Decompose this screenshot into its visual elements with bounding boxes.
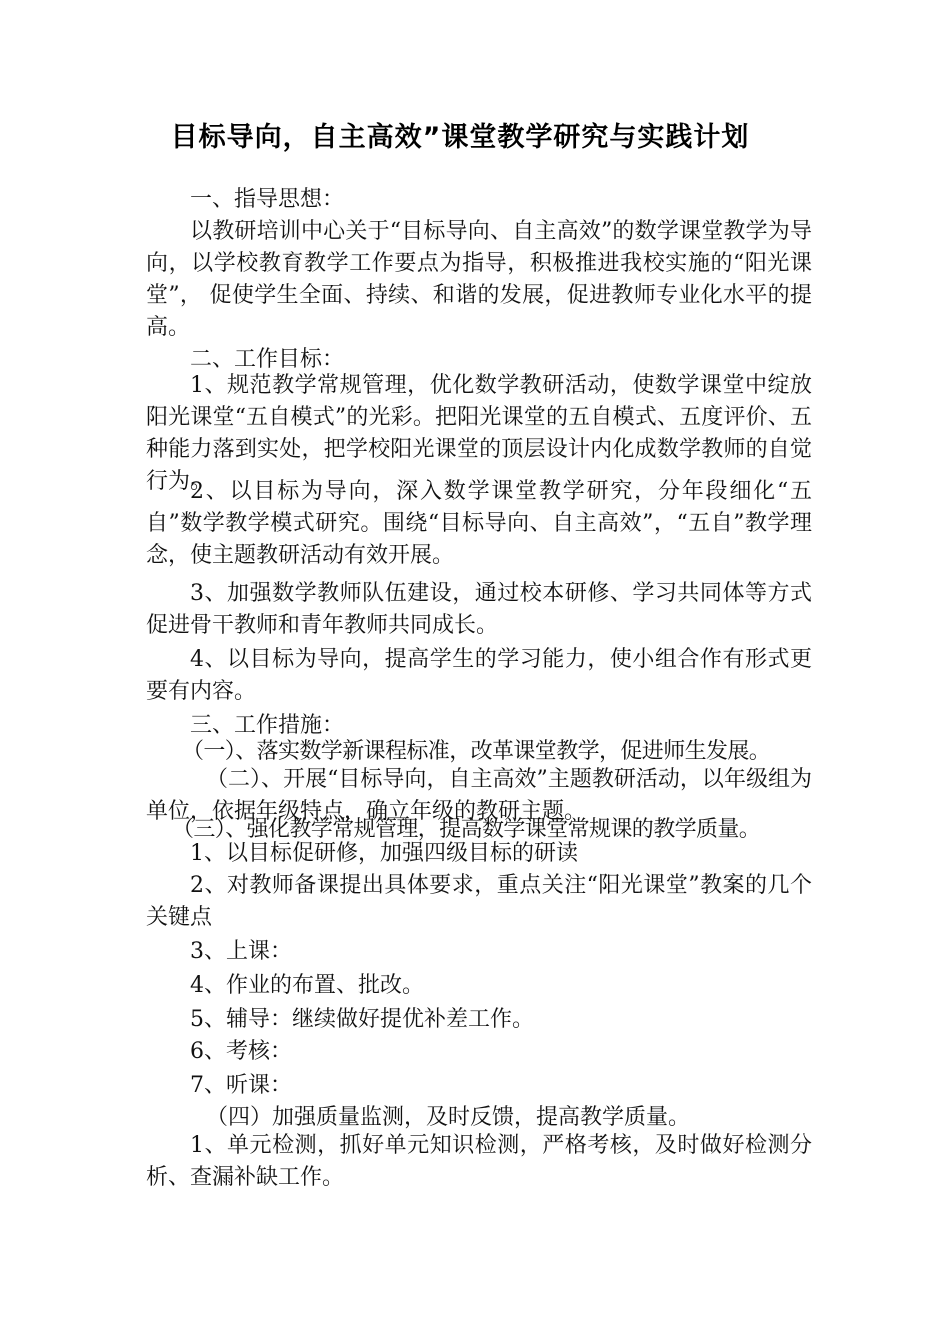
list-item-unit-test: 1、单元检测，抓好单元知识检测，严格考核，及时做好检测分析、查漏补缺工作。 [146, 1133, 812, 1190]
paragraph-measure-1: （一）、落实数学新课程标准，改革课堂教学，促进师生发展。 [182, 739, 771, 764]
paragraph-goal-2: 2、以目标为导向，深入数学课堂教学研究，分年段细化“五自”数学教学模式研究。围绕“目标导向、自主高效”，“五自”教学理念，使主题教研活动有效开展。 [146, 479, 812, 568]
section-heading-guiding-thought: 一、指导思想： [190, 187, 345, 212]
paragraph-measure-2: （二）、开展“目标导向，自主高效”主题教研活动，以年级组为单位，依据年级特点，确立年级的教研主题。 [146, 767, 812, 824]
paragraph-goal-4: 4、以目标为导向，提高学生的学习能力，使小组合作有形式更要有内容。 [146, 647, 812, 704]
paragraph-goal-1: 1、规范教学常规管理，优化数学教研活动，使数学课堂中绽放阳光课堂“五自模式”的光彩。把阳光课堂的五自模式、五度评价、五种能力落到实处，把学校阳光课堂的顶层设计内化成数学教师的自觉行为。 [146, 373, 812, 494]
list-item-6: 6、考核： [190, 1039, 292, 1064]
list-item-2: 2、对教师备课提出具体要求，重点关注“阳光课堂”教案的几个关键点 [146, 873, 812, 930]
list-item-5: 5、辅导：继续做好提优补差工作。 [190, 1007, 534, 1032]
paragraph-goal-3: 3、加强数学教师队伍建设，通过校本研修、学习共同体等方式促进骨干教师和青年教师共同成长。 [146, 581, 812, 638]
section-heading-work-goals: 二、工作目标： [190, 347, 345, 372]
list-item-3: 3、上课： [190, 939, 292, 964]
list-item-4: 4、作业的布置、批改。 [190, 973, 424, 998]
list-item-1: 1、以目标促研修，加强四级目标的研读 [190, 841, 578, 866]
paragraph-measure-3: （三）、强化教学常规管理，提高数学课堂常规课的教学质量。 [172, 817, 761, 842]
section-heading-work-measures: 三、工作措施： [190, 713, 345, 738]
list-item-7: 7、听课： [190, 1073, 292, 1098]
document-title: 目标导向，自主高效”课堂教学研究与实践计划 [170, 122, 750, 153]
paragraph-measure-4: （四）加强质量监测，及时反馈，提高教学质量。 [206, 1105, 691, 1130]
paragraph-guiding-thought: 以教研培训中心关于“目标导向、自主高效”的数学课堂教学为导向，以学校教育教学工作要点为指导，积极推进我校实施的“阳光课堂”， 促使学生全面、持续、和谐的发展，促进教师专业化水平的提高。 [146, 219, 812, 340]
